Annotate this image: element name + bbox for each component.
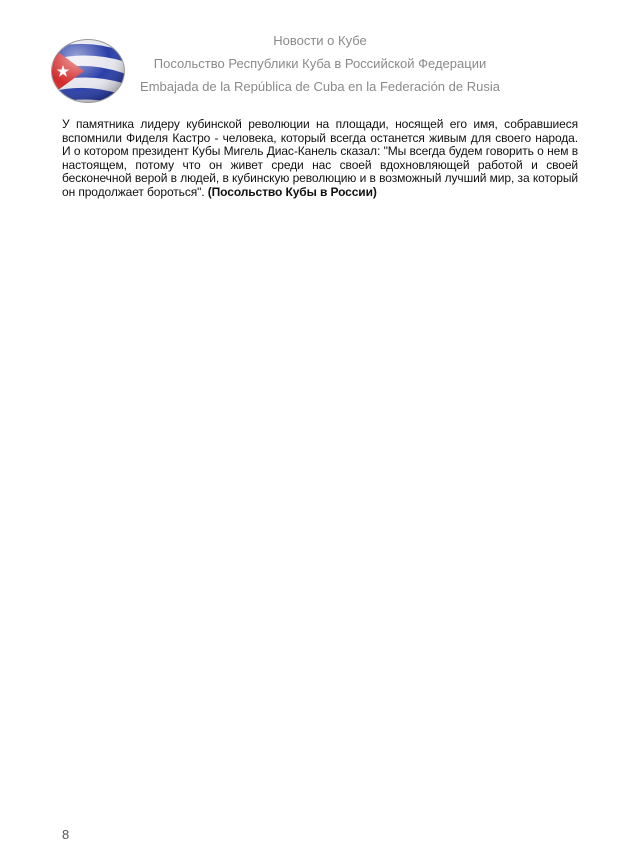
page-header xyxy=(0,0,624,110)
article-body: У памятника лидеру кубинской революции на площади, носящей его имя, собравшиеся вспомнили Фиделя Кастро - человека, который всегда останется живым для своего народа. И о котором президент Кубы Мигель Диас-Канель сказал: "Мы всегда будем говорить о нем в настоящем, потому что он живет среди нас своей вдохновляющей работой и своей бесконечной верой в людей, в кубинскую революцию и в возможный лучший мир, за который он продолжает бороться". xyxy=(62,117,578,199)
header-title: Новости о Кубе xyxy=(273,33,367,48)
article-text xyxy=(62,118,578,200)
article-source: (Посольство Кубы в России) xyxy=(207,184,377,199)
header-embassy-ru: Посольство Республики Куба в Российской Федерации xyxy=(153,56,487,71)
header-embassy-es: Embajada de la República de Cuba en la Federación de Rusia xyxy=(140,79,500,94)
page-number: 8 xyxy=(62,827,70,842)
